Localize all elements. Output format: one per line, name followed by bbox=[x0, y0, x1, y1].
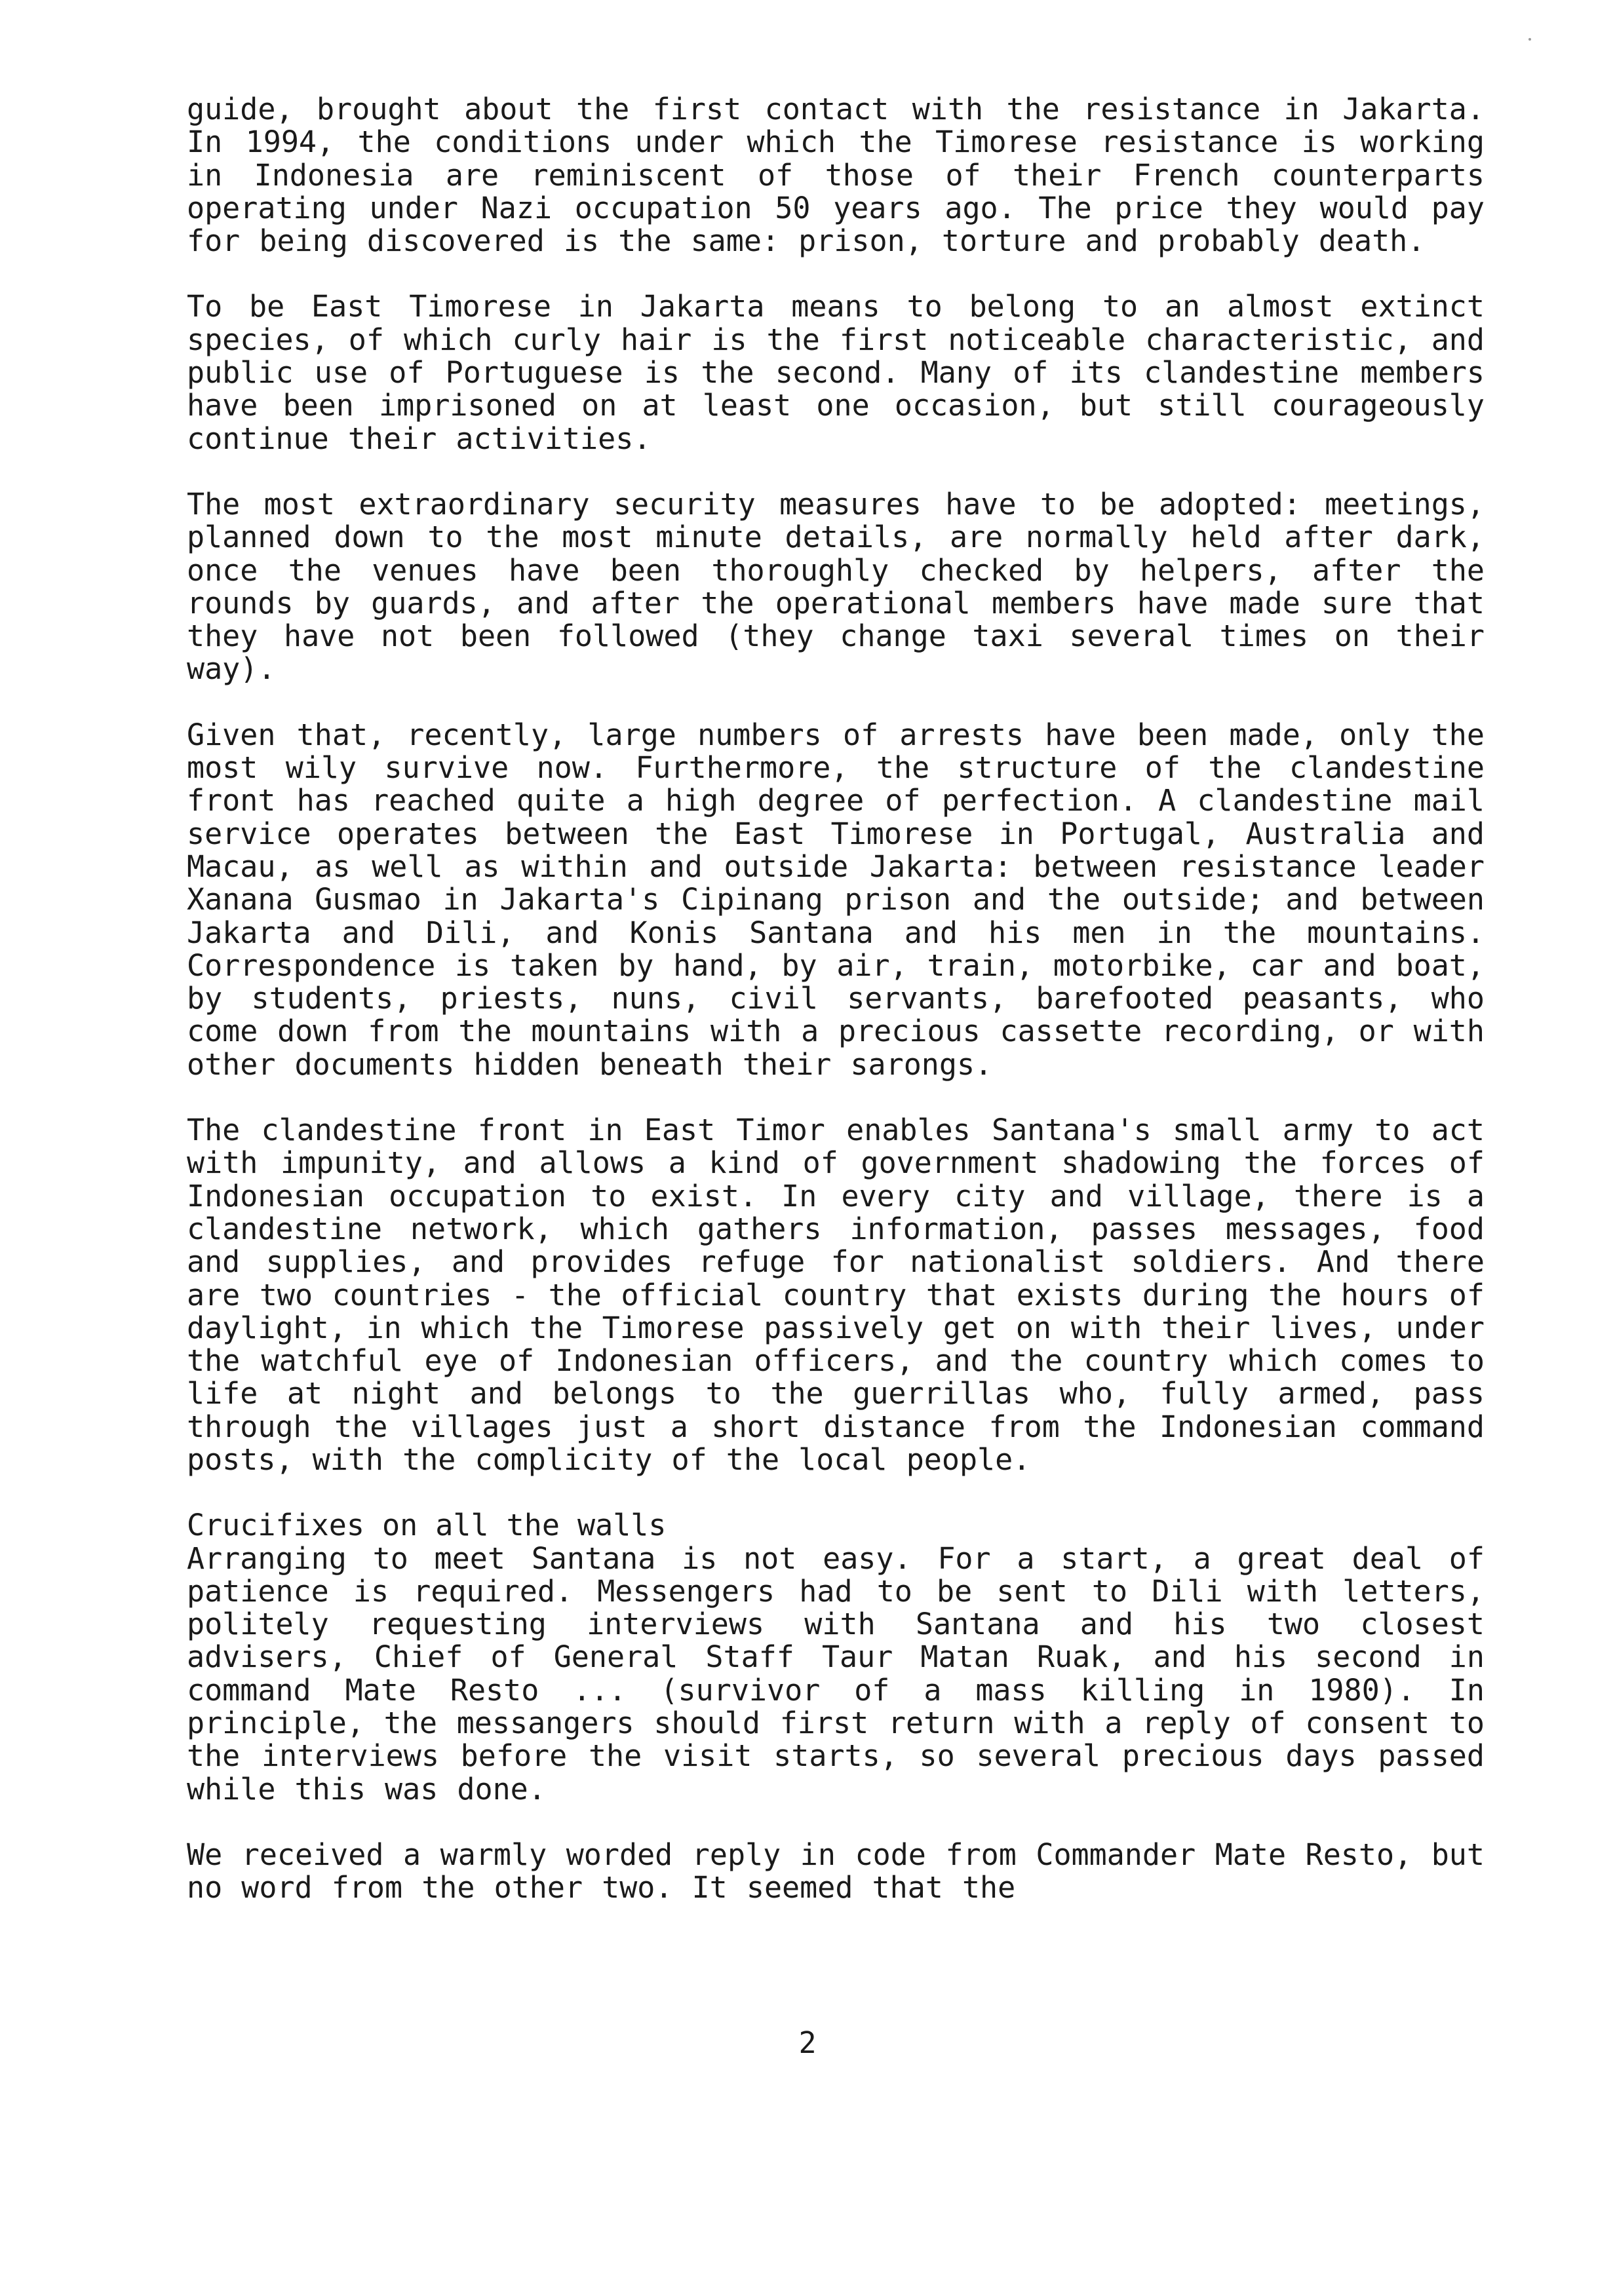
section-paragraph-2: We received a warmly worded reply in code from Commander Mate Resto, but no word from the other two. It seemed that the bbox=[187, 1837, 1485, 1905]
document-body bbox=[187, 93, 1485, 1905]
paragraph-4: Given that, recently, large numbers of arrests have been made, only the most wily survive now. Furthermore, the structure of the clandestine front has reached quite a high degree of perfection. A clandestine mail service operates between the East Timorese in Portugal, Australia and Macau, as well as within and outside Jakarta: between resistance leader Xanana Gusmao in Jakarta's Cipinang prison and the outside; and between Jakarta and Dili, and Konis Santana and his men in the mountains. Correspondence is taken by hand, by air, train, motorbike, car and boat, by students, priests, nuns, civil servants, barefooted peasants, who come down from the mountains with a precious cassette recording, or with other documents hidden beneath their sarongs. bbox=[187, 717, 1485, 1082]
section-heading: Crucifixes on all the walls bbox=[187, 1508, 667, 1543]
scan-speck bbox=[1528, 38, 1531, 41]
paragraph-5: The clandestine front in East Timor enables Santana's small army to act with impunity, and allows a kind of government shadowing the forces of Indonesian occupation to exist. In every city and village, there is a clandestine network, which gathers information, passes messages, food and supplies, and provides refuge for nationalist soldiers. And there are two countries - the official country that exists during the hours of daylight, in which the Timorese passively get on with their lives, under the watchful eye of Indonesian officers, and the country which comes to life at night and belongs to the guerrillas who, fully armed, pass through the villages just a short distance from the Indonesian command posts, with the complicity of the local people. bbox=[187, 1113, 1485, 1477]
paragraph-3: The most extraordinary security measures have to be adopted: meetings, planned down to the most minute details, are normally held after dark, once the venues have been thoroughly checked by helpers, after the rounds by guards, and after the operational members have made sure that they have not been followed (they change taxi several times on their way). bbox=[187, 486, 1485, 687]
section-paragraph-1: Arranging to meet Santana is not easy. For a start, a great deal of patience is required. Messengers had to be sent to Dili with letters, politely requesting interviews with Santana and his two closest advisers, Chief of General Staff Taur Matan Ruak, and his second in command Mate Resto ... (survivor of a mass killing in 1980). In principle, the messangers should first return with a reply of consent to the interviews before the visit starts, so several precious days passed while this was done. bbox=[187, 1540, 1485, 1807]
paragraph-2: To be East Timorese in Jakarta means to belong to an almost extinct species, of which curly hair is the first noticeable characteristic, and public use of Portuguese is the second. Many of its clandestine members have been imprisoned on at least one occasion, but still courageously continue their activities. bbox=[187, 289, 1485, 456]
page-number: 2 bbox=[798, 2025, 817, 2060]
paragraph-1: guide, brought about the first contact with the resistance in Jakarta. In 1994, the conditions under which the Timorese resistance is working in Indonesia are reminiscent of those of their French counterparts operating under Nazi occupation 50 years ago. The price they would pay for being discovered is the same: prison, torture and probably death. bbox=[187, 92, 1485, 259]
